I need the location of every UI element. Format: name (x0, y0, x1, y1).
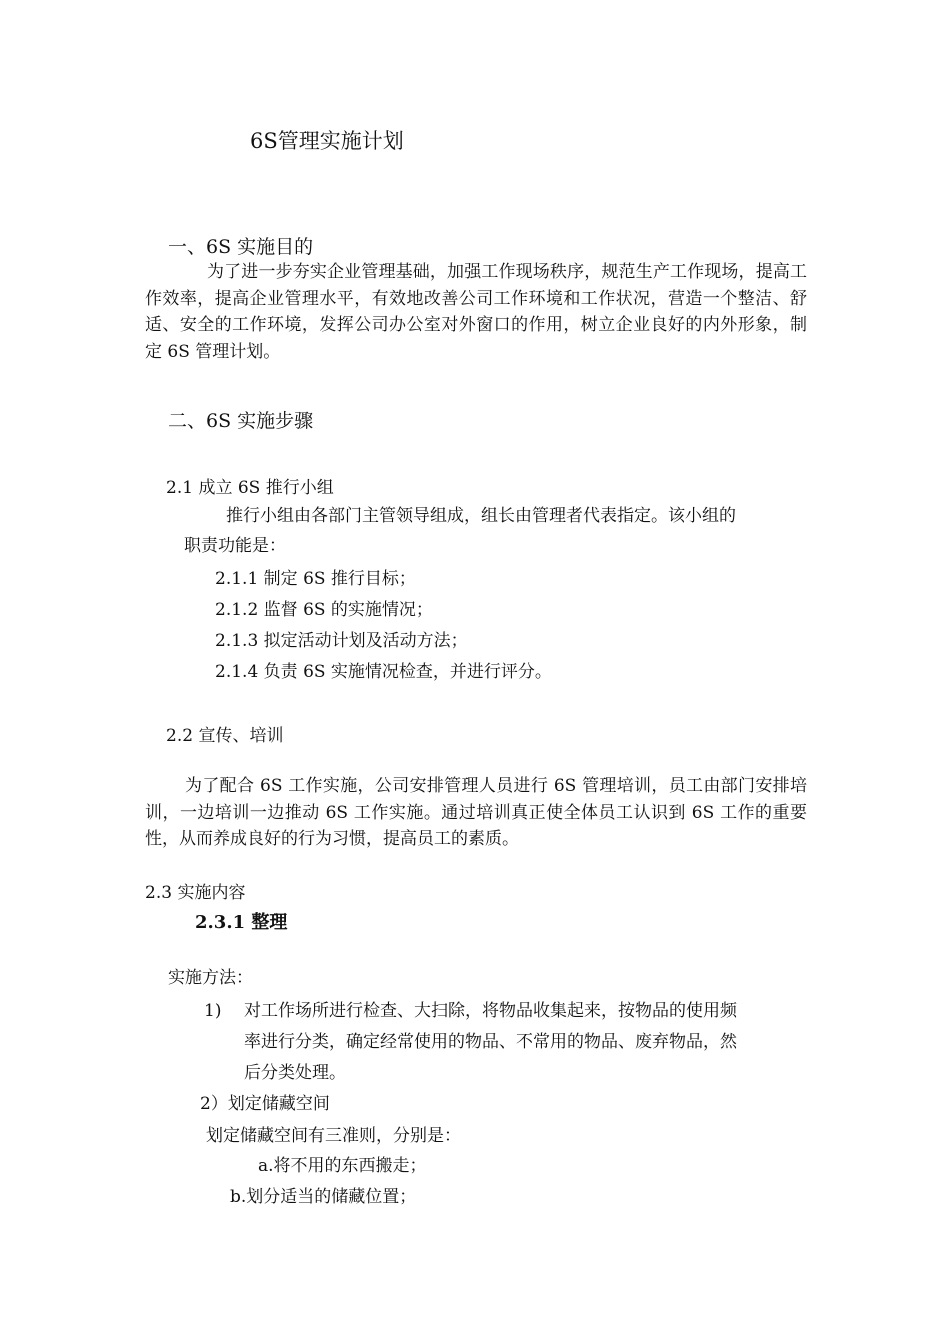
duty-item-3: 2.1.3 拟定活动计划及活动方法； (215, 631, 468, 651)
step-1-line-2: 率进行分类，确定经常使用的物品、不常用的物品、废弃物品，然 (244, 1032, 737, 1052)
section-1-heading: 一、6S 实施目的 (168, 236, 314, 258)
subsection-2-3-heading: 2.3 实施内容 (145, 883, 246, 903)
section-2-heading: 二、6S 实施步骤 (168, 410, 314, 432)
subsection-2-3-1-heading: 2.3.1 整理 (195, 912, 288, 933)
subsection-2-1-heading: 2.1 成立 6S 推行小组 (166, 478, 334, 498)
document-title: 6S管理实施计划 (250, 129, 404, 153)
duty-item-1: 2.1.1 制定 6S 推行目标； (215, 569, 416, 589)
subsection-2-2-heading: 2.2 宣传、培训 (166, 726, 284, 746)
duty-item-4: 2.1.4 负责 6S 实施情况检查，并进行评分。 (215, 662, 552, 682)
step-2-description: 划定储藏空间有三准则，分别是： (206, 1126, 461, 1146)
step-2: 2）划定储藏空间 (200, 1094, 330, 1114)
step-1-line-3: 后分类处理。 (244, 1063, 346, 1083)
rule-b: b.划分适当的储藏位置； (230, 1187, 417, 1207)
rule-a: a.将不用的东西搬走； (258, 1156, 427, 1176)
subsection-2-1-intro-line-2: 职责功能是： (184, 536, 286, 556)
step-1-line-1: 对工作场所进行检查、大扫除，将物品收集起来，按物品的使用频 (244, 1001, 737, 1021)
subsection-2-2-paragraph: 为了配合 6S 工作实施，公司安排管理人员进行 6S 管理培训，员工由部门安排培训，一边培训一边推动 6S 工作实施。通过培训真正使全体员工认识到 6S 工作的重要性，从而养成良好的行为习惯，提高员工的素质。 (145, 776, 807, 849)
step-1-marker: 1) (204, 1001, 222, 1021)
method-label: 实施方法： (168, 968, 253, 988)
duty-item-2: 2.1.2 监督 6S 的实施情况； (215, 600, 433, 620)
subsection-2-1-intro-line-1: 推行小组由各部门主管领导组成，组长由管理者代表指定。该小组的 (226, 506, 736, 526)
section-1-paragraph: 为了进一步夯实企业管理基础，加强工作现场秩序，规范生产工作现场，提高工作效率，提高企业管理水平，有效地改善公司工作环境和工作状况，营造一个整洁、舒适、安全的工作环境，发挥公司办公室对外窗口的作用，树立企业良好的内外形象，制定 6S 管理计划。 (145, 262, 807, 362)
